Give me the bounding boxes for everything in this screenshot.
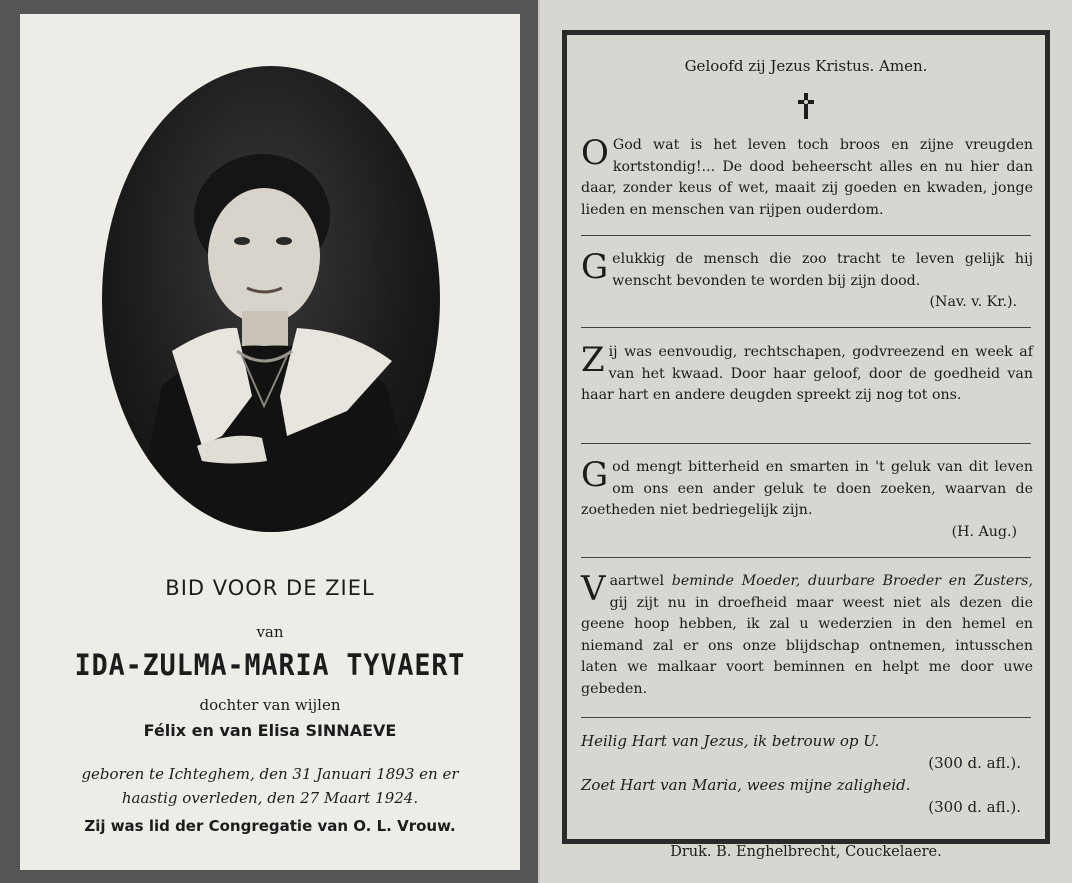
paragraph-life-text: God wat is het leven toch broos en zijne vreugden kortstondig!... De dood beheerscht alles en nu hier dan daar, zonder keus of wet, maait zij goeden en kwaden, jonge lieden en menschen van rijpen ouderdom. (581, 137, 1033, 218)
dropcap-g: G (581, 247, 609, 287)
parents-names: Félix en van Elisa SINNAEVE (143, 721, 397, 740)
portrait-photo (102, 66, 440, 532)
paragraph-life (581, 135, 1033, 221)
paragraph-bitterness (581, 457, 1033, 543)
source-citation: (H. Aug.) (951, 523, 1017, 540)
congregation-line: Zij was lid der Congregatie van O. L. Vrouw. (84, 817, 456, 835)
card-title: Geloofd zij Jezus Kristus. Amen. (684, 57, 928, 75)
paragraph-happy (581, 249, 1033, 314)
daughter-of-label: dochter van wijlen (199, 696, 341, 714)
prayer-mary: Zoet Hart van Maria, wees mijne zaligheid. (581, 776, 911, 794)
printer-imprint: Druk. B. Enghelbrecht, Couckelaere. (670, 844, 942, 860)
birth-death-text (20, 762, 520, 810)
portrait-photo-image (102, 66, 440, 532)
paragraph-bitterness-text: od mengt bitterheid en smarten in 't geluk van dit leven om ons een ander geluk te doen zoeken, waarvan de zoetheden niet bedriegelijk zijn. (581, 459, 1033, 518)
source-citation: (Nav. v. Kr.). (929, 294, 1017, 310)
paragraph-farewell (581, 571, 1033, 700)
van-label: van (256, 623, 284, 641)
text-frame (562, 30, 1050, 844)
paragraph-virtue (581, 342, 1033, 407)
farewell-family: beminde Moeder, duurbare Broeder en Zusters, (671, 573, 1033, 589)
cross-icon (795, 91, 817, 121)
death-line: haastig overleden, den 27 Maart 1924. (121, 789, 419, 807)
prayer-heading: BID VOOR DE ZIEL (165, 576, 375, 600)
divider (581, 557, 1031, 558)
farewell-text-b: gij zijt nu in droefheid maar weest niet als dezen die geene hoop hebben, ik zal u wederzien in den hemel en niemand zal er ons onze blijdschap ontnemen, intusschen laten we malkaar voort beminnen en helpt me door uwe gebeden. (581, 594, 1033, 697)
dropcap-o: O (581, 133, 609, 173)
dropcap-g2: G (581, 455, 609, 495)
divider (581, 717, 1031, 718)
dropcap-v: V (581, 569, 606, 609)
dropcap-z: Z (581, 340, 605, 380)
farewell-text-a: aartwel (609, 573, 672, 589)
memorial-card-back (540, 0, 1072, 883)
divider (581, 235, 1031, 236)
paragraph-virtue-text: ij was eenvoudig, rechtschapen, godvreezend en week af van het kwaad. Door haar geloof, door de goedheid van haar hart en andere deugden spreekt zij nog tot ons. (581, 344, 1033, 403)
indulgence-note: (300 d. afl.). (928, 798, 1021, 816)
divider (581, 327, 1031, 328)
divider (581, 443, 1031, 444)
paragraph-happy-text: elukkig de mensch die zoo tracht te leven gelijk hij wenscht bevonden te worden bij zijn dood. (612, 251, 1033, 289)
ejaculatory-prayers (581, 730, 1033, 818)
prayer-sacred-heart: Heilig Hart van Jezus, ik betrouw op U. (581, 732, 880, 750)
indulgence-note: (300 d. afl.). (928, 754, 1021, 772)
deceased-name: IDA-ZULMA-MARIA TYVAERT (74, 648, 466, 682)
birth-line: geboren te Ichteghem, den 31 Januari 1893 en er (81, 765, 459, 783)
card-front-paper (20, 14, 520, 870)
